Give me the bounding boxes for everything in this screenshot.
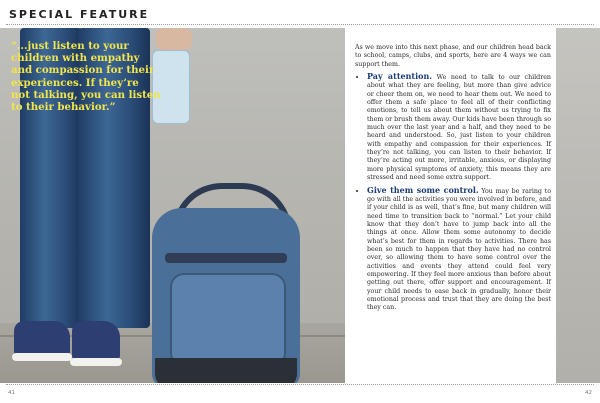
tip-item (367, 186, 551, 313)
right-shoe (72, 321, 120, 363)
right-shoe-sole (70, 358, 122, 366)
page-header (0, 0, 600, 26)
tip-heading: Give them some control. (367, 184, 479, 195)
article-intro: As we move into this next phase, and our children head back to school, camps, clubs, and sports, here are 4 ways we can support them. (355, 44, 551, 68)
right-edge-photo (556, 28, 600, 383)
backpack-bottom (155, 358, 297, 383)
tips-list (355, 72, 551, 313)
hand (156, 28, 192, 50)
backpack-strip (165, 253, 287, 263)
section-title: SPECIAL FEATURE (9, 8, 150, 21)
footer-divider (6, 384, 594, 385)
page-number-right: 42 (585, 390, 592, 396)
pull-quote: “...just listen to your children with empathy and compassion for their experiences. If they’re not talking, you can listen to their behavior.” (11, 40, 161, 114)
header-divider (6, 24, 594, 25)
tip-body: We need to talk to our children about what they are feeling, but more than give advice or cheer them on, we need to hear them out. We need to offer them a safe place to feel all of their conflicting emotions, to tell us about them without us trying to fix them or brush them away. Our kids have been through so much over the last year and a half, and they need to be heard and understood. So, just listen to your children with empathy and compassion for their experiences. If they’re not talking, you can listen to their behavior. If they’re acting out more, irritable, anxious, or displaying more physical symptoms of anxiety, this means they are stressed and need some extra support. (367, 74, 551, 182)
article-body (355, 44, 551, 316)
backpack-pocket (170, 273, 286, 367)
left-shoe-sole (12, 353, 72, 361)
tip-body: You may be raring to go with all the activities you were involved in before, and if your child is as well, that’s fine, but many children will need time to transition back to “normal.” Let your child know that they don’t have to jump back into all the things at once. Allow them some autonomy to decide what’s best for them in regards to activities. There has been so much to happen that they have had no control over, so allowing them to have some control over the activities and events they attend could feel very empowering. If they feel more anxious than before about getting out there, offer support and encouragement. If your child needs to ease back in gradually, honor their emotional process and trust that they are doing the best they can. (367, 187, 551, 312)
page-number-left: 41 (8, 390, 15, 396)
tip-heading: Pay attention. (367, 71, 433, 82)
tip-item (367, 72, 551, 182)
